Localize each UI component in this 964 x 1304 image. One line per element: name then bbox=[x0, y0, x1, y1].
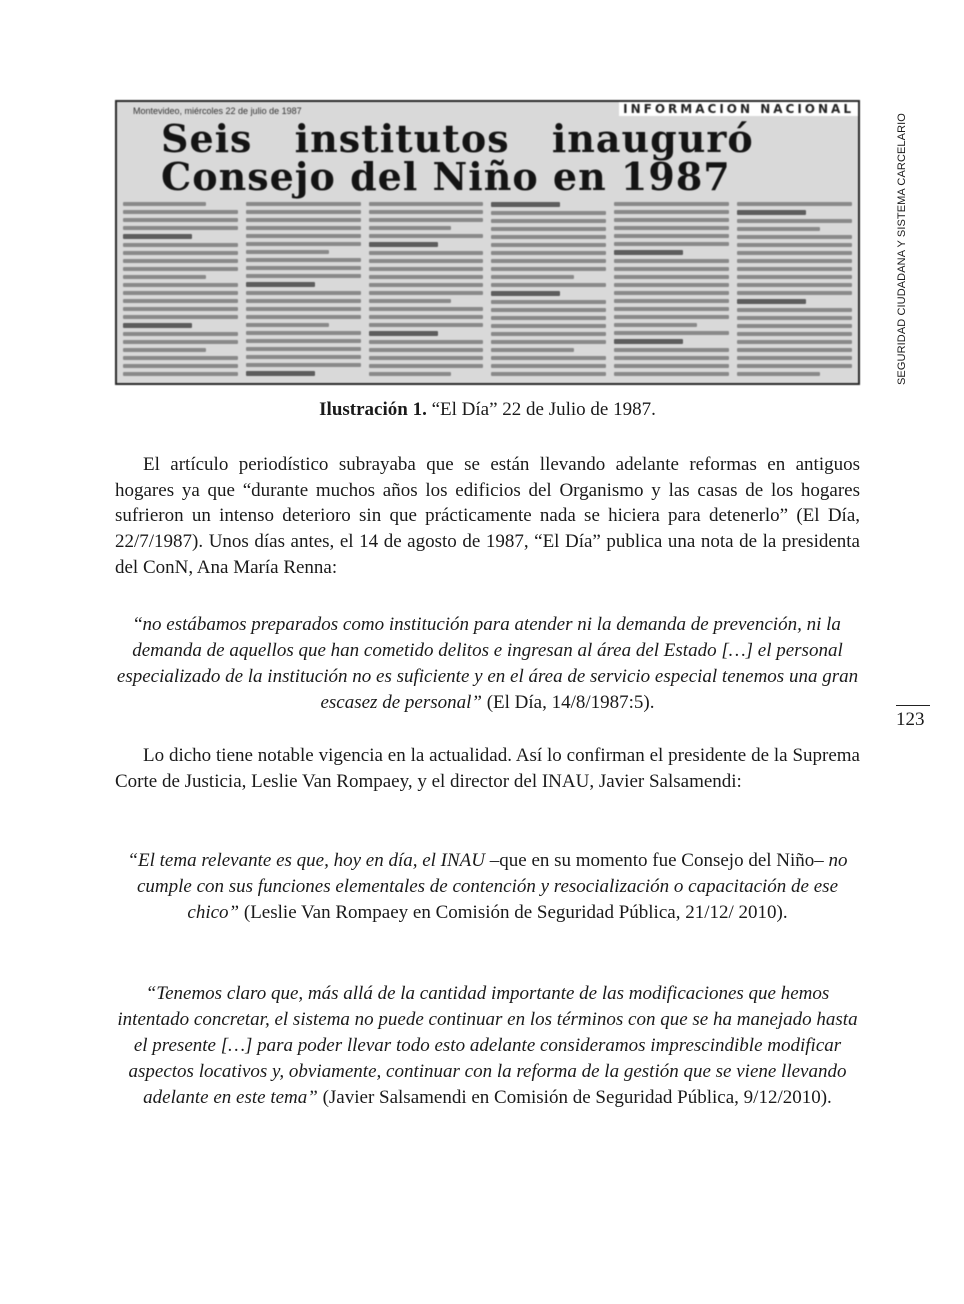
clipping-text-line bbox=[614, 307, 729, 311]
clipping-text-line bbox=[491, 372, 606, 376]
clipping-text-line bbox=[123, 275, 206, 279]
clipping-text-line bbox=[123, 291, 238, 295]
clipping-text-line bbox=[614, 210, 729, 214]
newspaper-clipping-image bbox=[115, 100, 860, 385]
clipping-text-line bbox=[246, 218, 361, 222]
clipping-text-line bbox=[491, 235, 606, 239]
clipping-text-line bbox=[369, 315, 484, 319]
clipping-text-line bbox=[369, 331, 438, 336]
clipping-text-line bbox=[369, 356, 484, 360]
clipping-text-line bbox=[123, 364, 238, 368]
clipping-text-line bbox=[246, 274, 361, 278]
clipping-text-line bbox=[491, 227, 606, 231]
quote1-text: no estábamos preparados como institución para atender ni la demanda de prevención, ni la demanda de aquellos que han cometido delitos e ingresan al área del Estado […] el personal especializado de la institución no es suficiente y en el área de servicio especial tenemos una gran escasez de personal” bbox=[116, 614, 859, 713]
clipping-column bbox=[491, 202, 606, 379]
clipping-text-line bbox=[246, 339, 361, 343]
clipping-text-line bbox=[246, 299, 361, 303]
clipping-text-line bbox=[369, 210, 484, 214]
clipping-text-line bbox=[737, 259, 852, 263]
clipping-text-line bbox=[123, 218, 238, 222]
clipping-section-banner: INFORMACION NACIONAL bbox=[619, 102, 858, 116]
clipping-text-line bbox=[491, 308, 606, 312]
page-number: 123 bbox=[896, 709, 925, 730]
clipping-text-line bbox=[737, 243, 852, 247]
clipping-text-line bbox=[737, 348, 852, 352]
clipping-text-line bbox=[614, 299, 729, 303]
clipping-text-line bbox=[369, 364, 484, 368]
clipping-text-line bbox=[369, 340, 484, 344]
clipping-text-line bbox=[614, 356, 729, 360]
clipping-dateline: Montevideo, miércoles 22 de julio de 1987 bbox=[133, 106, 302, 116]
clipping-text-line bbox=[614, 291, 729, 295]
clipping-text-line bbox=[246, 355, 361, 359]
clipping-text-line bbox=[614, 202, 729, 206]
clipping-text-line bbox=[737, 210, 806, 215]
clipping-text-line bbox=[737, 364, 852, 368]
clipping-text-line bbox=[491, 356, 606, 360]
clipping-headline-line2: Consejo del Niño en 1987 bbox=[161, 154, 731, 199]
clipping-text-line bbox=[123, 202, 206, 206]
clipping-text-line bbox=[246, 291, 361, 295]
clipping-text-line bbox=[369, 372, 452, 376]
clipping-text-line bbox=[246, 331, 361, 335]
clipping-text-line bbox=[246, 234, 361, 238]
body-paragraph-2: Lo dicho tiene notable vigencia en la actualidad. Así lo confirman el presidente de la Suprema Corte de Justicia, Leslie Van Rompaey, y el director del INAU, Javier Salsamendi: bbox=[115, 745, 860, 792]
clipping-text-line bbox=[246, 210, 361, 214]
quote3-source: (Javier Salsamendi en Comisión de Seguridad Pública, 9/12/2010). bbox=[317, 1087, 832, 1108]
clipping-text-line bbox=[614, 218, 729, 222]
clipping-text-line bbox=[491, 219, 606, 223]
running-head bbox=[895, 100, 917, 385]
block-quote-3 bbox=[115, 981, 860, 1111]
clipping-text-line bbox=[491, 251, 606, 255]
clipping-text-line bbox=[491, 364, 606, 368]
clipping-text-line bbox=[246, 323, 329, 327]
clipping-text-line bbox=[614, 372, 729, 376]
clipping-text-line bbox=[614, 339, 683, 344]
clipping-text-line bbox=[369, 259, 484, 263]
clipping-text-line bbox=[491, 348, 574, 352]
clipping-text-line bbox=[246, 258, 361, 262]
clipping-text-columns bbox=[123, 202, 852, 379]
running-head-text: SEGURIDAD CIUDADANA Y SISTEMA CARCELARIO bbox=[896, 113, 908, 385]
clipping-text-line bbox=[369, 291, 484, 295]
clipping-text-line bbox=[491, 324, 606, 328]
clipping-text-line bbox=[123, 323, 192, 328]
clipping-text-line bbox=[123, 234, 192, 239]
clipping-text-line bbox=[369, 226, 452, 230]
clipping-column bbox=[123, 202, 238, 379]
clipping-text-line bbox=[491, 283, 606, 287]
clipping-text-line bbox=[614, 323, 697, 327]
clipping-text-line bbox=[491, 316, 606, 320]
clipping-text-line bbox=[614, 331, 729, 335]
clipping-text-line bbox=[491, 259, 606, 263]
clipping-text-line bbox=[123, 332, 238, 336]
clipping-text-line bbox=[491, 243, 606, 247]
clipping-text-line bbox=[123, 372, 238, 376]
clipping-text-line bbox=[614, 226, 729, 230]
clipping-text-line bbox=[246, 315, 361, 319]
clipping-text-line bbox=[737, 291, 852, 295]
clipping-text-line bbox=[123, 267, 238, 271]
clipping-text-line bbox=[491, 291, 560, 296]
clipping-text-line bbox=[737, 283, 852, 287]
clipping-text-line bbox=[614, 259, 729, 263]
clipping-column bbox=[369, 202, 484, 379]
clipping-text-line bbox=[491, 300, 606, 304]
clipping-text-line bbox=[737, 219, 852, 223]
clipping-text-line bbox=[246, 250, 329, 254]
clipping-text-line bbox=[369, 348, 484, 352]
caption-label: Ilustración 1. bbox=[319, 399, 427, 420]
clipping-text-line bbox=[737, 227, 820, 231]
clipping-text-line bbox=[614, 250, 683, 255]
clipping-text-line bbox=[123, 210, 238, 214]
clipping-text-line bbox=[614, 283, 729, 287]
clipping-text-line bbox=[369, 234, 484, 238]
clipping-text-line bbox=[123, 226, 238, 230]
clipping-text-line bbox=[246, 266, 361, 270]
clipping-text-line bbox=[123, 315, 238, 319]
clipping-text-line bbox=[737, 332, 852, 336]
clipping-text-line bbox=[614, 242, 729, 246]
clipping-text-line bbox=[614, 267, 729, 271]
clipping-headline-line1: Seis institutos inauguró bbox=[161, 116, 754, 161]
quote1-source: (El Día, 14/8/1987:5). bbox=[481, 692, 655, 713]
clipping-text-line bbox=[369, 251, 484, 255]
clipping-text-line bbox=[246, 307, 361, 311]
quote3-text: “Tenemos claro que, más allá de la cantidad importante de las modificaciones que hemos intentado concretar, el sistema no puede continuar en los términos con que se ha manejado hasta el presente […] para poder llevar todo esto adelante consideramos imprescindible modificar aspectos locativos y, obviamente, continuar con la reforma de la gestión que se viene llevando adelante en este tema” bbox=[117, 983, 858, 1108]
clipping-text-line bbox=[123, 348, 206, 352]
clipping-text-line bbox=[737, 324, 852, 328]
clipping-text-line bbox=[491, 340, 606, 344]
quote2-source: (Leslie Van Rompaey en Comisión de Seguridad Pública, 21/12/ 2010). bbox=[239, 902, 788, 923]
clipping-text-line bbox=[369, 242, 438, 247]
clipping-text-line bbox=[369, 299, 452, 303]
clipping-text-line bbox=[246, 347, 361, 351]
clipping-text-line bbox=[246, 371, 315, 376]
clipping-text-line bbox=[123, 356, 238, 360]
clipping-text-line bbox=[246, 202, 361, 206]
page-number-rule bbox=[896, 705, 930, 706]
clipping-text-line bbox=[369, 267, 484, 271]
clipping-text-line bbox=[491, 211, 606, 215]
body-paragraph-1: El artículo periodístico subrayaba que se están llevando adelante reformas en antiguos hogares ya que “durante muchos años los edificios del Organismo y las casas de los hogares sufrieron un intenso deterioro sin que prácticamente nada se hiciera para detenerlo” (El Día, 22/7/1987). Unos días antes, el 14 de agosto de 1987, “El Día” publica una nota de la presidenta del ConN, Ana María Renna: bbox=[115, 454, 860, 578]
clipping-text-line bbox=[491, 275, 574, 279]
clipping-text-line bbox=[246, 363, 361, 367]
clipping-text-line bbox=[737, 235, 852, 239]
clipping-text-line bbox=[491, 332, 606, 336]
clipping-text-line bbox=[737, 251, 852, 255]
clipping-text-line bbox=[246, 242, 361, 246]
clipping-text-line bbox=[123, 259, 238, 263]
clipping-text-line bbox=[246, 282, 315, 287]
clipping-text-line bbox=[123, 243, 238, 247]
block-quote-1 bbox=[115, 612, 860, 716]
clipping-column bbox=[246, 202, 361, 379]
clipping-text-line bbox=[737, 356, 852, 360]
clipping-text-line bbox=[614, 348, 729, 352]
clipping-text-line bbox=[614, 234, 729, 238]
clipping-text-line bbox=[737, 340, 852, 344]
clipping-text-line bbox=[614, 275, 729, 279]
clipping-text-line bbox=[123, 307, 238, 311]
clipping-text-line bbox=[123, 299, 238, 303]
clipping-text-line bbox=[491, 202, 560, 207]
clipping-text-line bbox=[123, 340, 238, 344]
quote2-text-a: “El tema relevante es que, hoy en día, el INAU bbox=[127, 850, 486, 871]
clipping-text-line bbox=[369, 323, 484, 327]
clipping-text-line bbox=[491, 267, 606, 271]
clipping-text-line bbox=[369, 307, 484, 311]
clipping-text-line bbox=[369, 218, 484, 222]
clipping-text-line bbox=[369, 275, 484, 279]
clipping-text-line bbox=[614, 364, 729, 368]
clipping-text-line bbox=[737, 267, 852, 271]
clipping-text-line bbox=[123, 283, 238, 287]
clipping-column bbox=[614, 202, 729, 379]
quote1-open-mark: “ bbox=[134, 614, 143, 635]
caption-text: “El Día” 22 de Julio de 1987. bbox=[426, 399, 656, 420]
quote2-interjection: –que en su momento fue Consejo del Niño– bbox=[485, 850, 829, 871]
clipping-column bbox=[737, 202, 852, 379]
block-quote-2 bbox=[115, 848, 860, 926]
clipping-text-line bbox=[737, 316, 852, 320]
clipping-text-line bbox=[737, 308, 852, 312]
figure-caption bbox=[115, 398, 860, 422]
clipping-text-line bbox=[123, 251, 238, 255]
clipping-text-line bbox=[246, 226, 361, 230]
quote2-text-b: no cumple con sus funciones elementales de contención y resocialización o capacitación de ese chico” bbox=[136, 850, 848, 923]
clipping-text-line bbox=[369, 202, 484, 206]
clipping-text-line bbox=[737, 372, 820, 376]
clipping-text-line bbox=[737, 299, 806, 304]
clipping-text-line bbox=[369, 283, 484, 287]
clipping-text-line bbox=[614, 315, 729, 319]
clipping-text-line bbox=[737, 275, 852, 279]
clipping-text-line bbox=[737, 202, 852, 206]
